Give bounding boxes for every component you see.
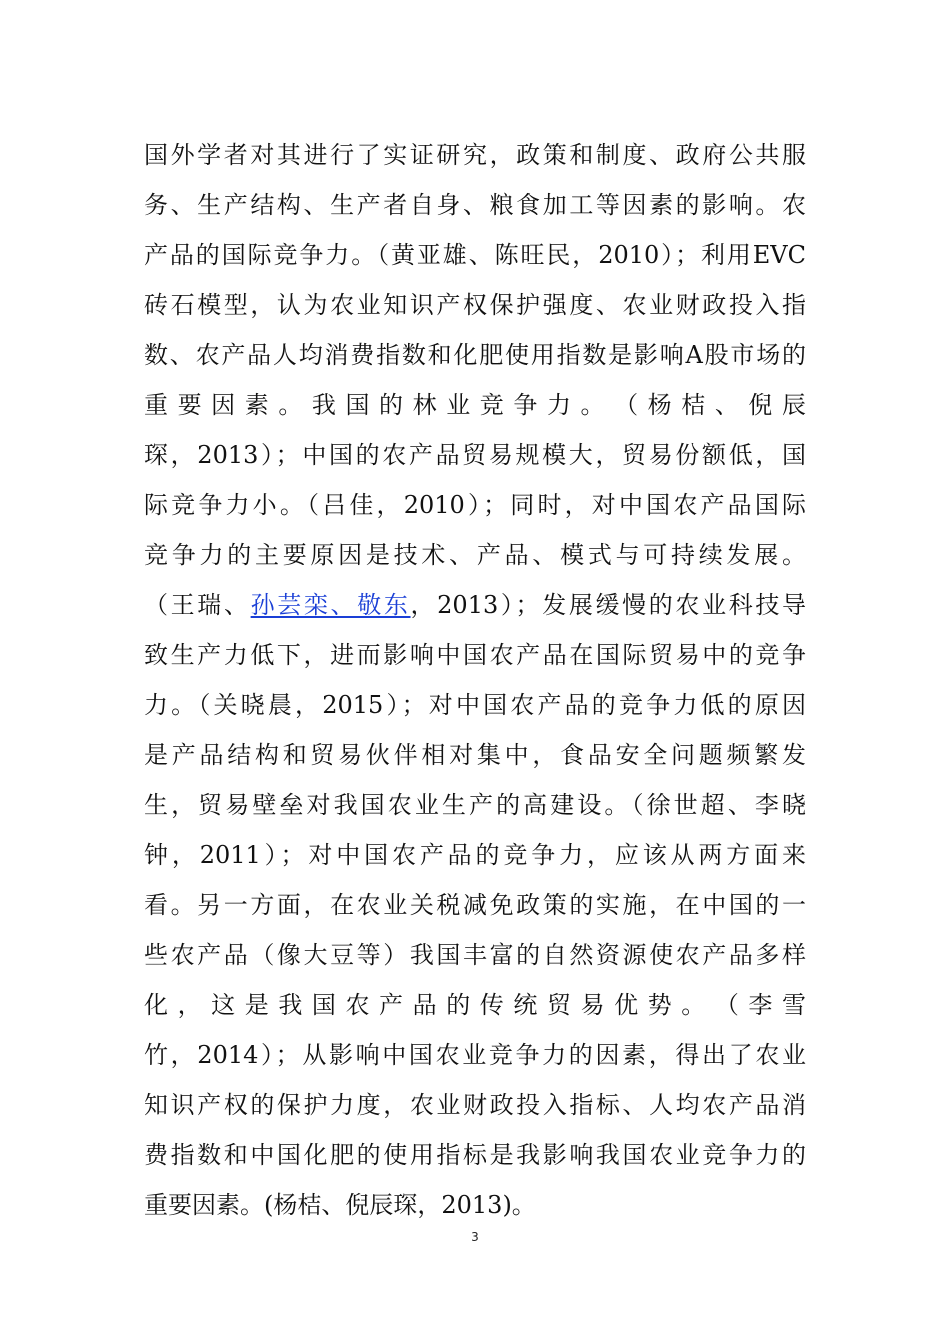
- text-line-16: 看。另一方面，在农业关税减免政策的实施，在中国的一: [144, 891, 806, 919]
- text-line-10: [144, 580, 806, 630]
- text-line-17: 些农产品（像大豆等）我国丰富的自然资源使农产品多样: [144, 941, 806, 969]
- citation-link[interactable]: 孙芸栾、敬东: [250, 591, 411, 619]
- text-line-19: 竹，2014）；从影响中国农业竞争力的因素，得出了农业: [144, 1041, 806, 1069]
- text-line-3: 产品的国际竞争力。（黄亚雄、陈旺民，2010）；利用EVC: [144, 241, 806, 269]
- body-text: [144, 130, 806, 1230]
- text-line-5: 数、农产品人均消费指数和化肥使用指数是影响A股市场的: [144, 341, 806, 369]
- page-number: 3: [471, 1230, 479, 1244]
- text-line-11: 致生产力低下，进而影响中国农产品在国际贸易中的竞争: [144, 641, 806, 669]
- text-line-10-after: ，2013）；发展缓慢的农业科技导: [410, 591, 806, 619]
- text-line-22: 重要因素。(杨桔、倪辰琛，2013)。: [144, 1191, 536, 1219]
- text-line-12: 力。（关晓晨，2015）；对中国农产品的竞争力低的原因: [144, 691, 806, 719]
- text-line-21: 费指数和中国化肥的使用指标是我影响我国农业竞争力的: [144, 1141, 806, 1169]
- text-line-13: 是产品结构和贸易伙伴相对集中，食品安全问题频繁发: [144, 741, 806, 769]
- text-line-1: 国外学者对其进行了实证研究，政策和制度、政府公共服: [144, 141, 806, 169]
- text-line-4: 砖石模型，认为农业知识产权保护强度、农业财政投入指: [144, 291, 806, 319]
- text-line-7: 琛，2013）；中国的农产品贸易规模大，贸易份额低，国: [144, 441, 806, 469]
- text-line-20: 知识产权的保护力度，农业财政投入指标、人均农产品消: [144, 1091, 806, 1119]
- text-line-8: 际竞争力小。（吕佳，2010）；同时，对中国农产品国际: [144, 491, 806, 519]
- text-line-2: 务、生产结构、生产者自身、粮食加工等因素的影响。农: [144, 191, 806, 219]
- text-line-18: 化 ， 这 是 我 国 农 产 品 的 传 统 贸 易 优 势 。 （ 李 雪: [144, 991, 806, 1019]
- text-line-15: 钟，2011）；对中国农产品的竞争力，应该从两方面来: [144, 841, 806, 869]
- text-line-14: 生，贸易壁垒对我国农业生产的高建设。（徐世超、李晓: [144, 791, 806, 819]
- text-line-9: 竞争力的主要原因是技术、产品、模式与可持续发展。: [144, 541, 806, 569]
- text-line-10-before: （王瑞、: [144, 591, 251, 619]
- text-line-6: 重 要 因 素 。 我 国 的 林 业 竞 争 力 。 （ 杨 桔 、 倪 辰: [144, 391, 806, 419]
